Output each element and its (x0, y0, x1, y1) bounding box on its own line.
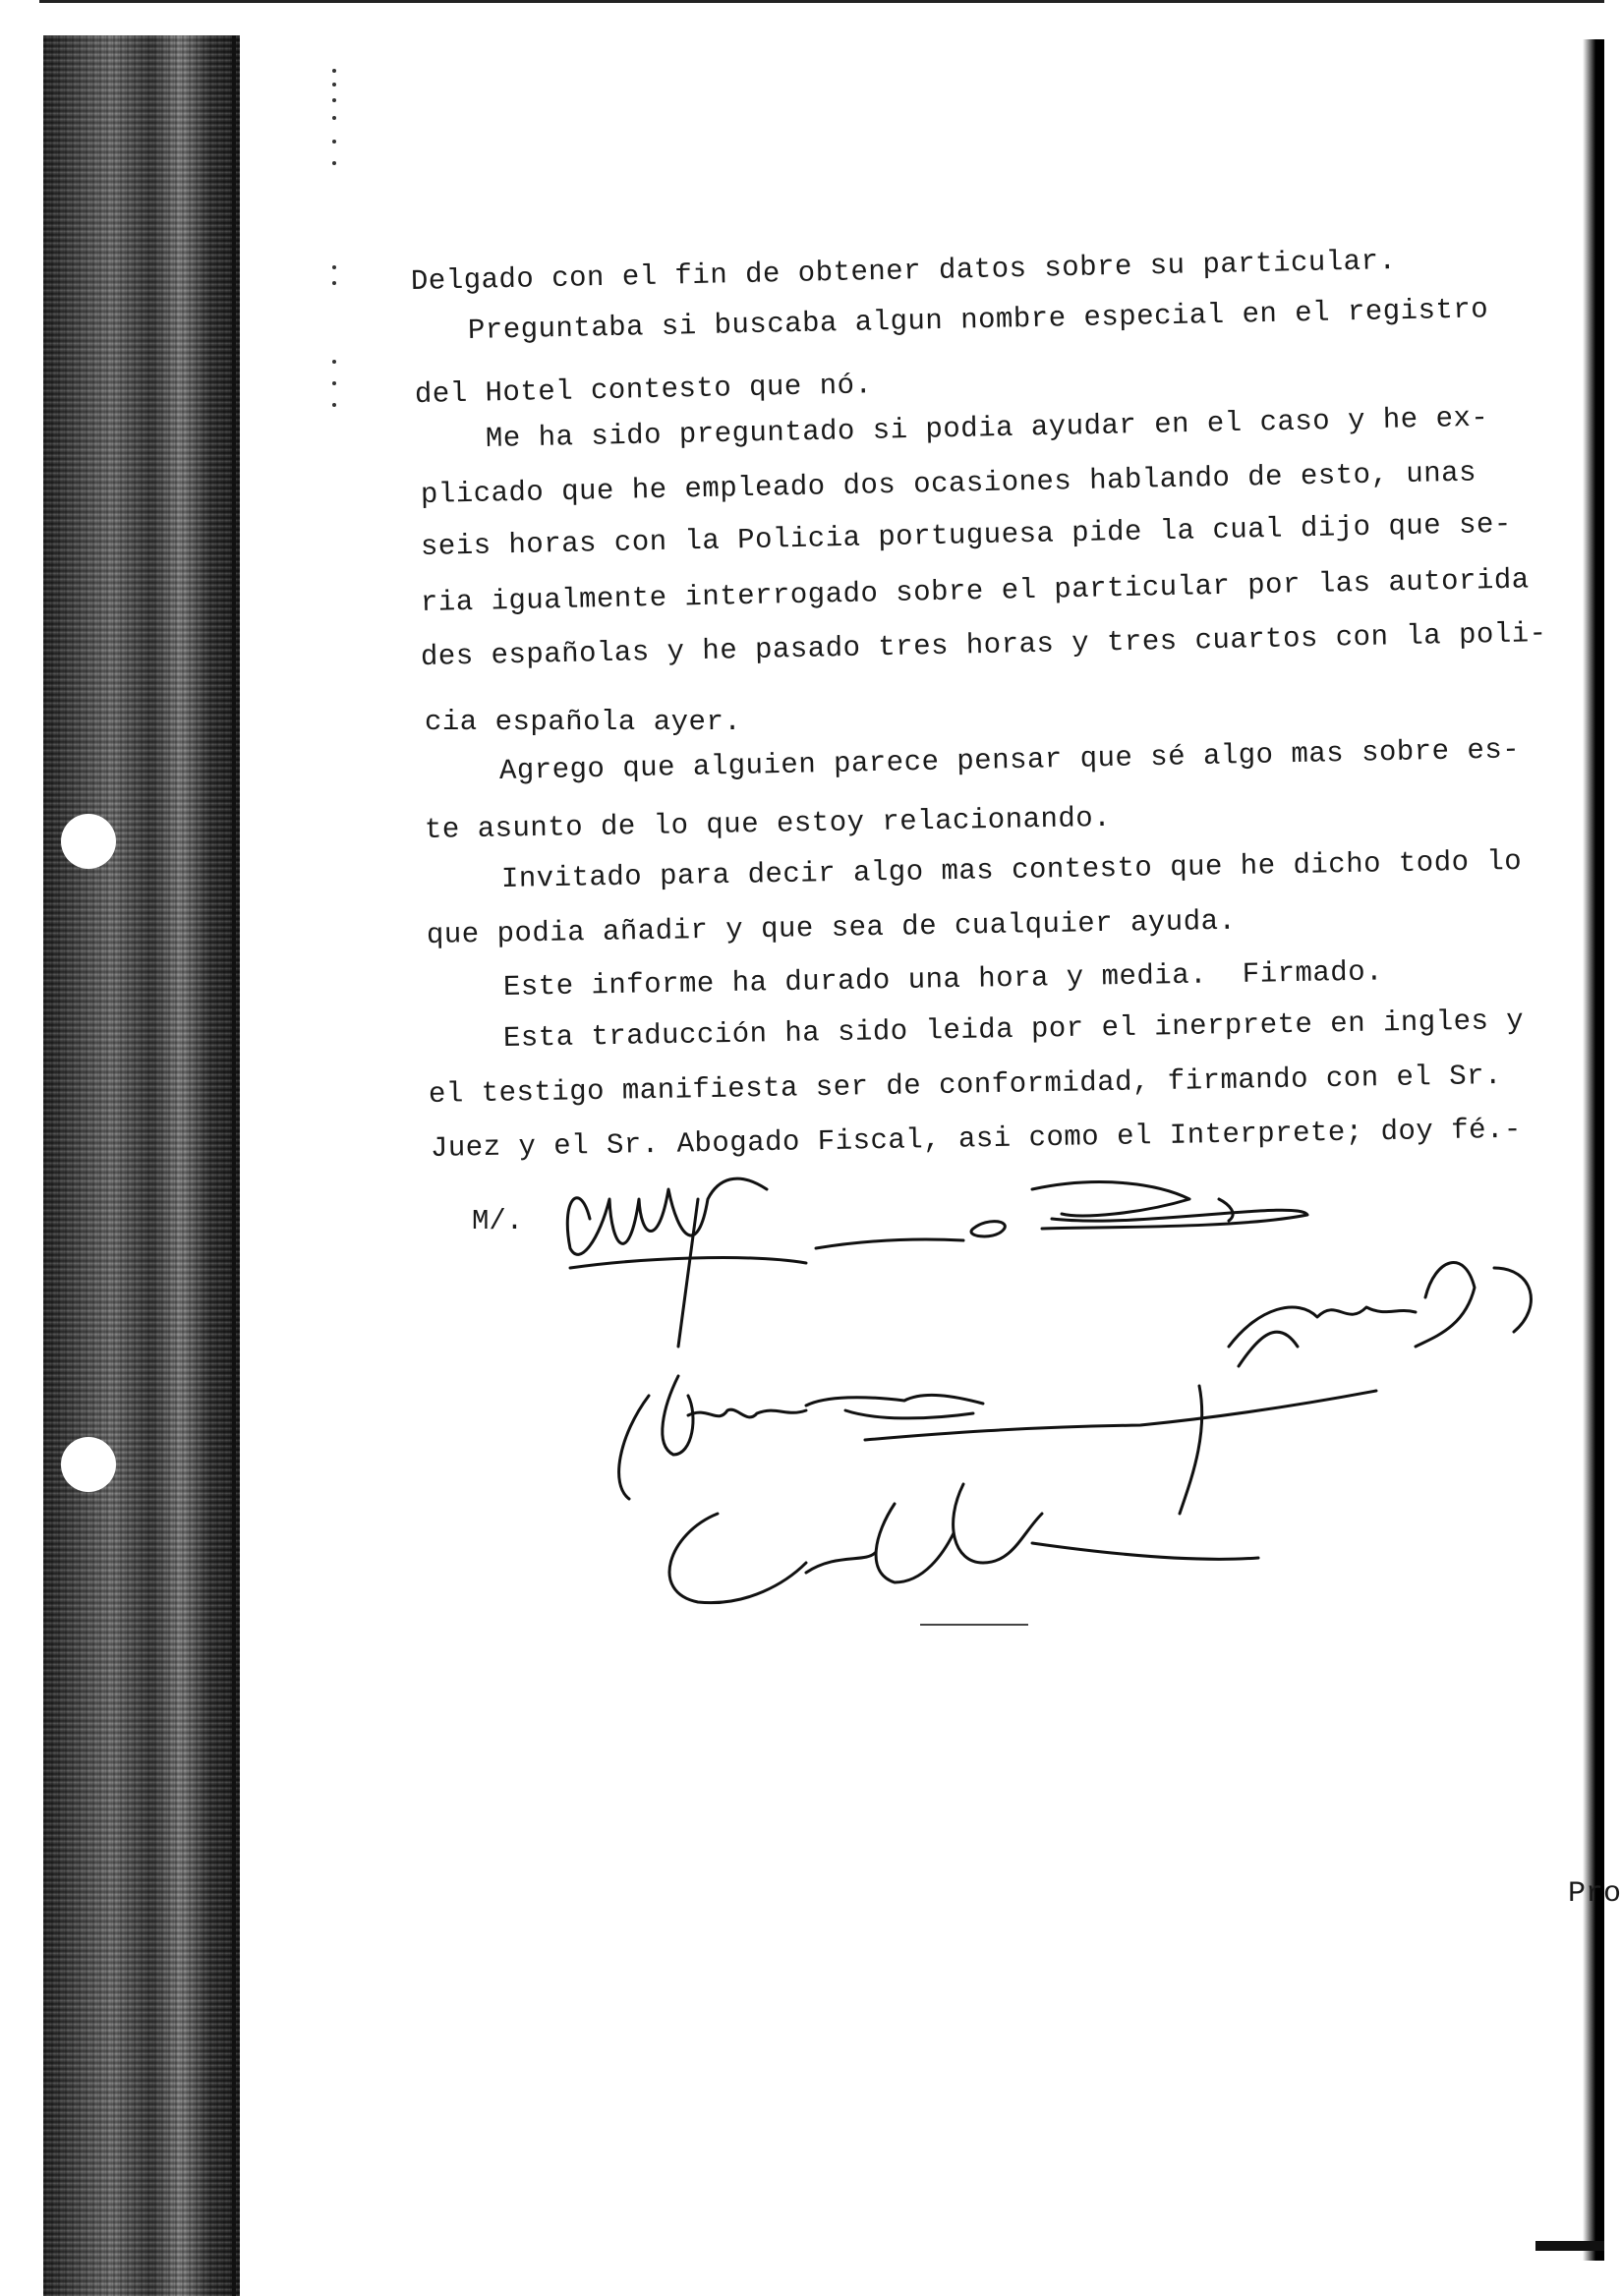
binding-strip (43, 35, 240, 2296)
binding-edge (232, 35, 236, 2296)
text-line: te asunto de lo que estoy relacionando. (424, 801, 1112, 846)
text-line: Agrego que alguien parece pensar que sé algo mas sobre es- (498, 733, 1521, 787)
text-line: Juez y el Sr. Abogado Fiscal, asi como el Interprete; doy fé.- (430, 1113, 1523, 1165)
margin-marks (329, 69, 343, 423)
punch-hole-bottom (61, 1437, 116, 1492)
cut-off-edge-text: Pro (1568, 1877, 1621, 1911)
text-line: plicado que he empleado dos ocasiones hablando de esto, unas (420, 456, 1477, 511)
text-line: des españolas y he pasado tres horas y tres cuartos con la poli- (420, 617, 1547, 673)
text-line: que podia añadir y que sea de cualquier ayuda. (426, 904, 1237, 951)
text-line: ria igualmente interrogado sobre el particular por las autorida (420, 563, 1530, 619)
bottom-right-mark (1535, 2241, 1604, 2251)
top-border-line (39, 0, 1604, 3)
right-page-edge (1583, 39, 1604, 2261)
text-line: seis horas con la Policia portuguesa pide la cual dijo que se- (420, 507, 1513, 563)
text-line: Este informe ha durado una hora y media. Firmado. (502, 955, 1384, 1004)
text-line: Invitado para decir algo mas contesto que he dicho todo lo (500, 844, 1523, 895)
bottom-stub-line (920, 1624, 1028, 1626)
text-line: Me ha sido preguntado si podia ayudar en el caso y he ex- (485, 401, 1489, 455)
text-line: Delgado con el fin de obtener datos sobre su particular. (410, 245, 1397, 298)
text-line: Preguntaba si buscaba algun nombre especial en el registro (467, 293, 1489, 347)
text-line: Esta traducción ha sido leida por el inerprete en ingles y (502, 1004, 1525, 1055)
text-line: del Hotel contesto que nó. (414, 369, 873, 411)
text-line: el testigo manifiesta ser de conformidad, firmando con el Sr. (428, 1059, 1503, 1111)
text-line: cia española ayer. (425, 706, 742, 738)
signature-prefix: M/. (472, 1205, 524, 1237)
handwritten-signatures (550, 1160, 1592, 1632)
punch-hole-top (61, 814, 116, 869)
